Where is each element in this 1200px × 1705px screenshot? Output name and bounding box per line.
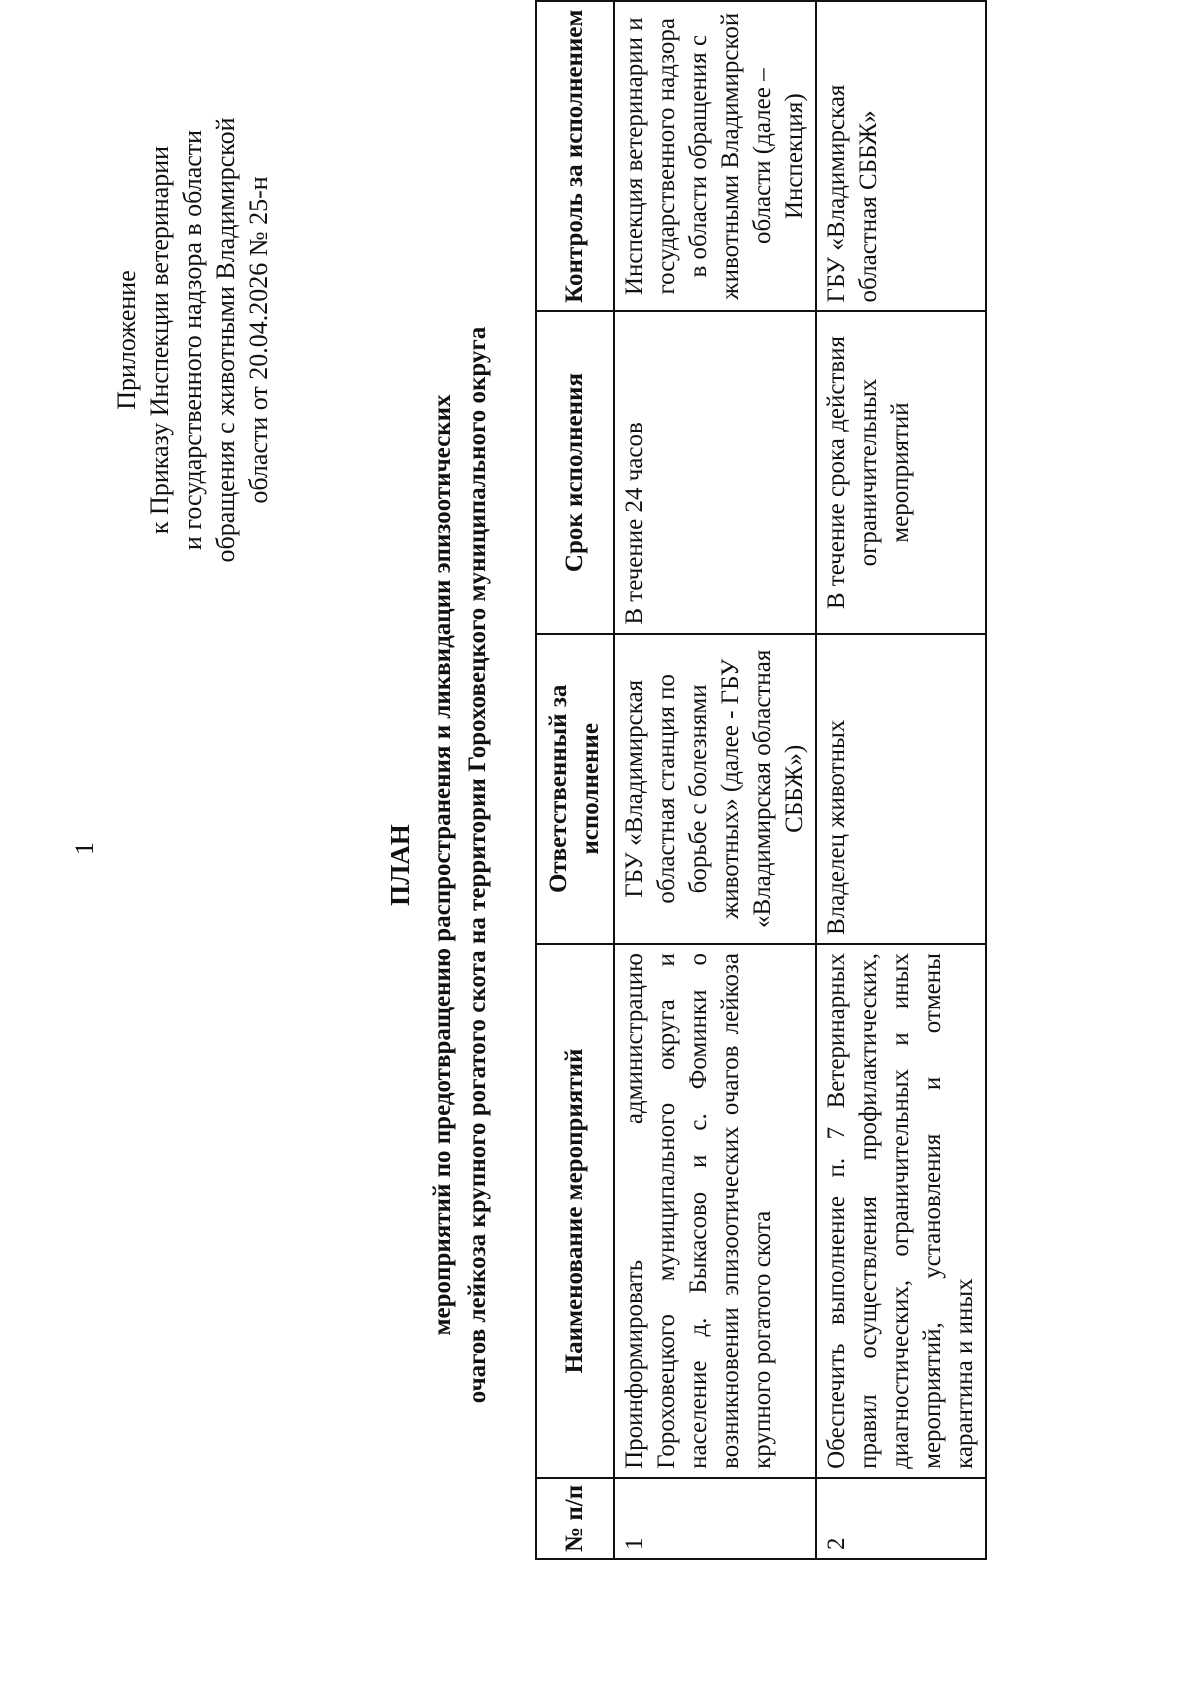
appendix-line: Приложение	[112, 270, 141, 410]
appendix-line: к Приказу Инспекции ветеринарии	[145, 145, 174, 535]
header-responsible: Ответственный за исполнение	[536, 634, 614, 944]
table-row	[816, 1, 986, 1559]
cell-responsible: ГБУ «Владимирская областная станция по борьбе с болезнями животных» (далее - ГБУ «Владимирская областная СББЖ»)	[614, 634, 816, 944]
cell-num: 1	[614, 1478, 816, 1559]
cell-name: Обеспечить выполнение п. 7 Ветеринарных правил осуществления профилактических, диагностических, ограничительных и иных мероприятий, установления и отмены карантина и иных	[816, 944, 986, 1478]
subtitle-line: очагов лейкоза крупного рогатого скота на территории Гороховецкого муниципального округа	[464, 326, 491, 1404]
cell-term: В течение срока действия ограничительных мероприятий	[816, 311, 986, 633]
appendix-line: области от 20.04.2026 № 25-н	[244, 176, 273, 504]
header-name: Наименование мероприятий	[536, 944, 614, 1478]
plan-title: ПЛАН	[385, 824, 415, 906]
cell-responsible: Владелец животных	[816, 634, 986, 944]
header-num: № п/п	[536, 1478, 614, 1559]
cell-term: В течение 24 часов	[614, 311, 816, 633]
appendix-block	[110, 60, 275, 620]
header-term: Срок исполнения	[536, 311, 614, 633]
cell-name: Проинформировать администрацию Гороховецкого муниципального округа и население д. Быкасово и с. Фоминки о возникновении эпизоотических очагов лейкоза крупного рогатого скота	[614, 944, 816, 1478]
page-number: 1	[70, 842, 99, 855]
plan-table	[535, 0, 987, 1560]
plan-subtitle	[425, 70, 495, 1660]
page-content	[40, 9, 1160, 1660]
appendix-line: и государственного надзора в области	[178, 129, 207, 551]
table-header-row	[536, 1, 614, 1559]
cell-num: 2	[816, 1478, 986, 1559]
table-row	[614, 1, 816, 1559]
subtitle-line: мероприятий по предотвращению распространения и ликвидации эпизоотических	[429, 394, 456, 1336]
header-control: Контроль за исполнением	[536, 1, 614, 311]
cell-control: ГБУ «Владимирская областная СББЖ»	[816, 1, 986, 311]
appendix-line: обращения с животными Владимирской	[211, 117, 240, 563]
cell-control: Инспекция ветеринарии и государственного надзора в области обращения с животными Владимирской области (далее – Инспекция)	[614, 1, 816, 311]
